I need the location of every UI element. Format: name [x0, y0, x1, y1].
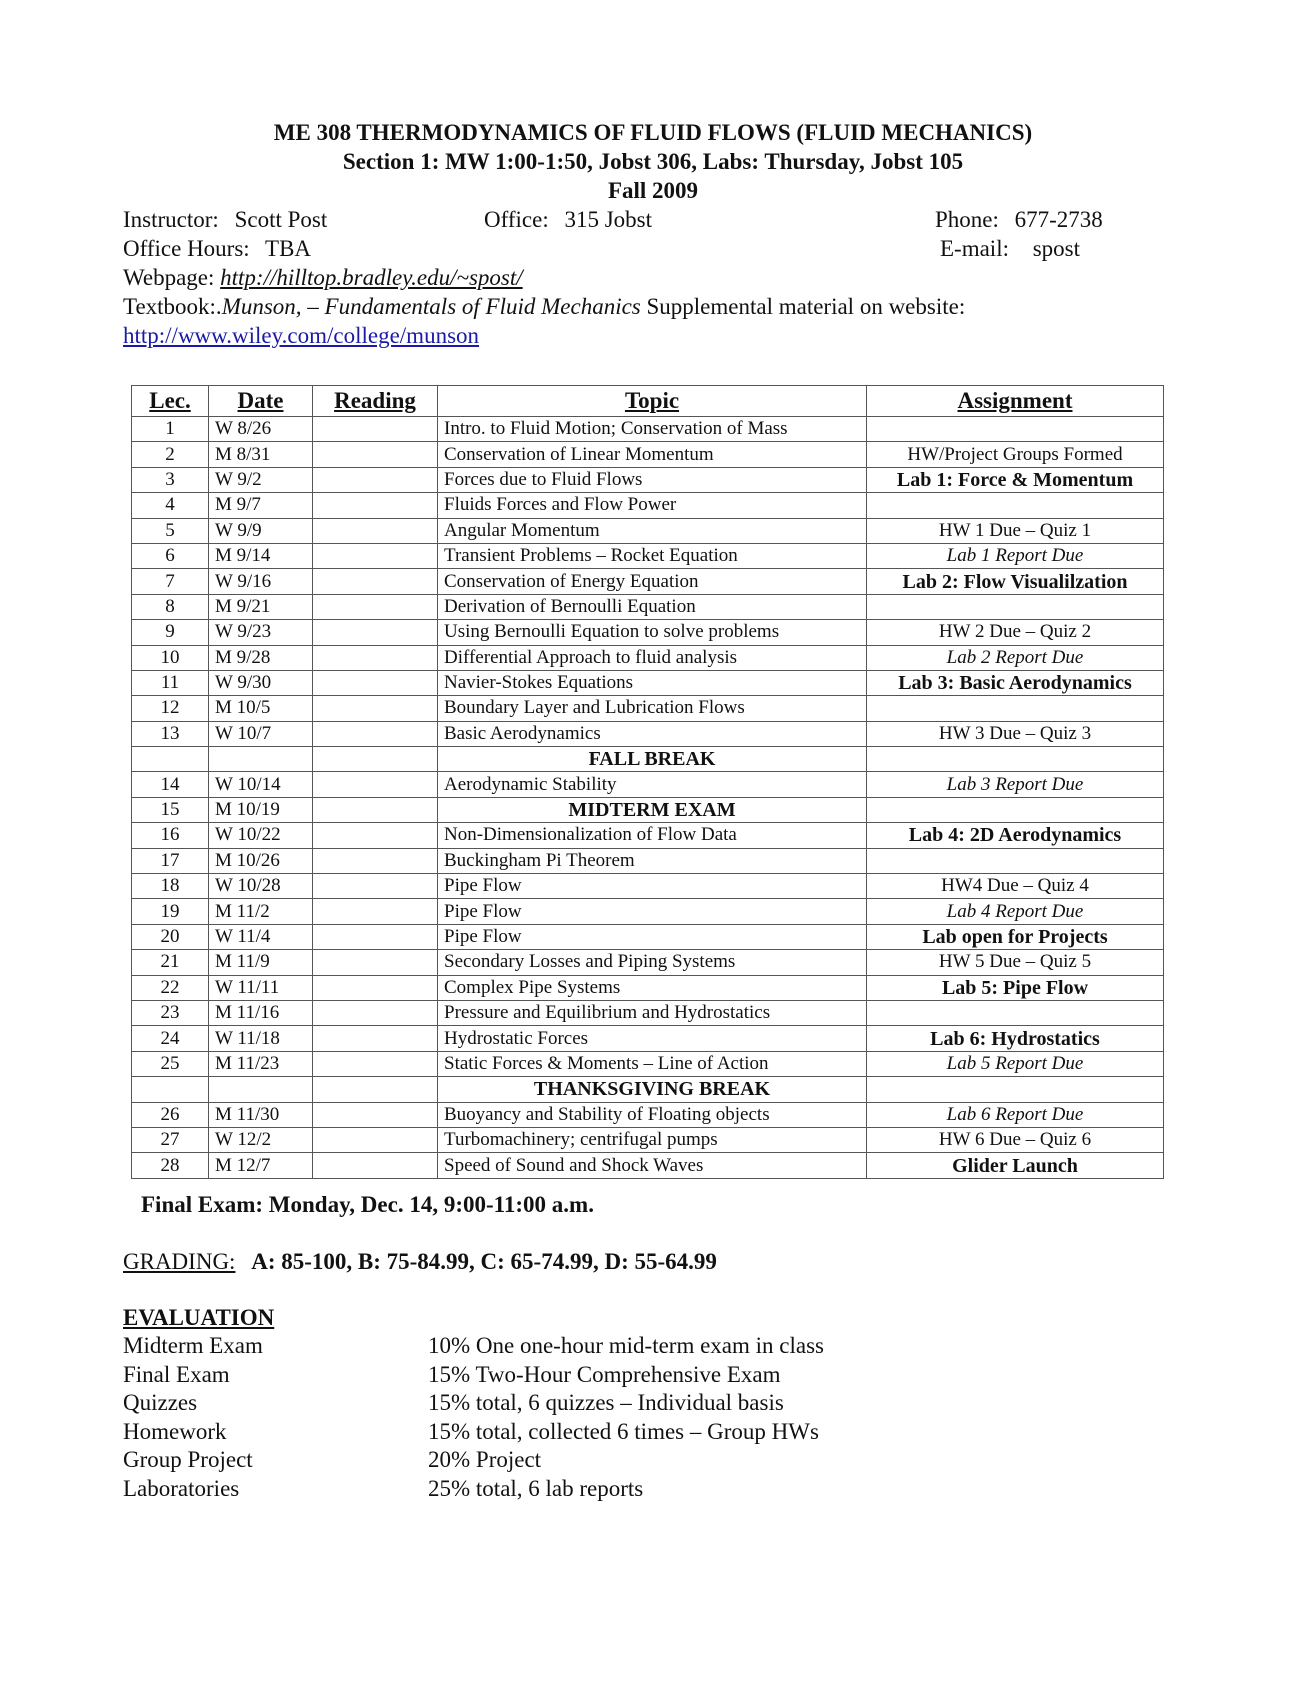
lecture-reading [313, 442, 438, 467]
textbook-note: Supplemental material on website: [646, 294, 966, 319]
lecture-number [132, 747, 209, 772]
lecture-topic: Boundary Layer and Lubrication Flows [438, 696, 867, 721]
lecture-number: 16 [132, 823, 209, 848]
lecture-date: W 10/14 [209, 772, 313, 797]
lecture-reading [313, 1102, 438, 1127]
lecture-assignment [867, 797, 1164, 822]
lecture-assignment: Lab 1 Report Due [867, 543, 1164, 568]
lecture-reading [313, 594, 438, 619]
evaluation-item [123, 1362, 780, 1388]
table-row [132, 848, 1164, 873]
lecture-assignment [867, 417, 1164, 442]
lecture-reading [313, 797, 438, 822]
section-line: Section 1: MW 1:00-1:50, Jobst 306, Labs: Thursday, Jobst 105 [342, 149, 964, 174]
table-row [132, 874, 1164, 899]
lecture-topic: Buoyancy and Stability of Floating objects [438, 1102, 867, 1127]
textbook-line [123, 292, 965, 321]
lecture-topic: Pipe Flow [438, 924, 867, 949]
lecture-topic: Aerodynamic Stability [438, 772, 867, 797]
instructor-name: Scott Post [234, 207, 328, 232]
table-row [132, 442, 1164, 467]
lecture-reading [313, 620, 438, 645]
table-row [132, 620, 1164, 645]
lecture-reading [313, 1000, 438, 1025]
lecture-number: 7 [132, 569, 209, 594]
lecture-reading [313, 670, 438, 695]
table-row [132, 975, 1164, 1000]
textbook-title: Munson, – Fundamentals of Fluid Mechanics [221, 294, 641, 319]
lecture-assignment: Lab open for Projects [867, 924, 1164, 949]
lecture-assignment: HW/Project Groups Formed [867, 442, 1164, 467]
lecture-date: M 11/16 [209, 1000, 313, 1025]
table-row [132, 1077, 1164, 1102]
lecture-number: 9 [132, 620, 209, 645]
lecture-number [132, 1077, 209, 1102]
lecture-number: 23 [132, 1000, 209, 1025]
lecture-topic: Fluids Forces and Flow Power [438, 493, 867, 518]
lecture-topic: Pressure and Equilibrium and Hydrostatics [438, 1000, 867, 1025]
table-row [132, 493, 1164, 518]
email-label: E-mail: [940, 236, 1009, 261]
lecture-topic: Navier-Stokes Equations [438, 670, 867, 695]
lecture-assignment [867, 493, 1164, 518]
lecture-reading [313, 924, 438, 949]
lecture-number: 13 [132, 721, 209, 746]
lecture-topic: Transient Problems – Rocket Equation [438, 543, 867, 568]
table-row [132, 924, 1164, 949]
lecture-date: M 10/19 [209, 797, 313, 822]
table-row [132, 1127, 1164, 1152]
evaluation-item-name: Final Exam [123, 1361, 230, 1387]
email-value: spost [1032, 236, 1081, 261]
lecture-reading [313, 543, 438, 568]
lecture-date: M 9/14 [209, 543, 313, 568]
table-row [132, 518, 1164, 543]
lecture-date: W 9/9 [209, 518, 313, 543]
lecture-topic: Using Bernoulli Equation to solve problems [438, 620, 867, 645]
lecture-number: 28 [132, 1153, 209, 1178]
lecture-reading [313, 975, 438, 1000]
table-row [132, 594, 1164, 619]
table-row [132, 1153, 1164, 1178]
evaluation-item-detail: 15% total, 6 quizzes – Individual basis [428, 1390, 784, 1415]
lecture-reading [313, 518, 438, 543]
lecture-date: W 8/26 [209, 417, 313, 442]
evaluation-item-name: Midterm Exam [123, 1333, 263, 1358]
evaluation-item-name: Quizzes [123, 1390, 198, 1415]
lecture-topic: Complex Pipe Systems [438, 975, 867, 1000]
lecture-topic: Pipe Flow [438, 874, 867, 899]
grading-line [123, 1249, 717, 1275]
lecture-assignment: HW 5 Due – Quiz 5 [867, 950, 1164, 975]
lecture-reading [313, 493, 438, 518]
lecture-assignment: Lab 1: Force & Momentum [867, 467, 1164, 492]
lecture-assignment: HW 3 Due – Quiz 3 [867, 721, 1164, 746]
lecture-date: M 8/31 [209, 442, 313, 467]
lecture-reading [313, 950, 438, 975]
table-row [132, 1102, 1164, 1127]
lecture-reading [313, 467, 438, 492]
lecture-assignment [867, 1077, 1164, 1102]
phone-label: Phone: [935, 207, 999, 232]
lecture-number: 1 [132, 417, 209, 442]
office-hours-value: TBA [265, 236, 312, 261]
lecture-date: M 11/23 [209, 1051, 313, 1076]
table-row [132, 899, 1164, 924]
evaluation-item-detail: 10% One one-hour mid-term exam in class [428, 1333, 824, 1358]
evaluation-item [123, 1333, 824, 1359]
lecture-number: 17 [132, 848, 209, 873]
lecture-assignment: Lab 4 Report Due [867, 899, 1164, 924]
office-hours-label: Office Hours: [123, 236, 250, 261]
course-title: ME 308 THERMODYNAMICS OF FLUID FLOWS (FLUID MECHANICS) [273, 120, 1033, 145]
column-header-assignment: Assignment [867, 386, 1164, 417]
lecture-assignment: HW 6 Due – Quiz 6 [867, 1127, 1164, 1152]
lecture-reading [313, 823, 438, 848]
lecture-date: M 10/5 [209, 696, 313, 721]
lecture-assignment: Lab 3 Report Due [867, 772, 1164, 797]
lecture-number: 24 [132, 1026, 209, 1051]
evaluation-item-name: Homework [123, 1418, 227, 1444]
office-value: 315 Jobst [564, 207, 653, 232]
grading-scale: A: 85-100, B: 75-84.99, C: 65-74.99, D: 55-64.99 [251, 1249, 717, 1274]
lecture-date: W 12/2 [209, 1127, 313, 1152]
webpage-line [123, 263, 523, 292]
lecture-topic: Secondary Losses and Piping Systems [438, 950, 867, 975]
table-row [132, 467, 1164, 492]
textbook-label: Textbook:. [123, 294, 222, 319]
evaluation-item [123, 1419, 819, 1445]
lecture-number: 21 [132, 950, 209, 975]
lecture-topic: Forces due to Fluid Flows [438, 467, 867, 492]
term: Fall 2009 [607, 178, 699, 203]
table-row [132, 417, 1164, 442]
lecture-number: 8 [132, 594, 209, 619]
lecture-date: W 9/23 [209, 620, 313, 645]
table-row [132, 696, 1164, 721]
lecture-reading [313, 721, 438, 746]
lecture-assignment: Lab 4: 2D Aerodynamics [867, 823, 1164, 848]
lecture-assignment [867, 1000, 1164, 1025]
lecture-date: W 9/16 [209, 569, 313, 594]
lecture-number: 20 [132, 924, 209, 949]
lecture-topic: Turbomachinery; centrifugal pumps [438, 1127, 867, 1152]
lecture-reading [313, 747, 438, 772]
lecture-number: 22 [132, 975, 209, 1000]
column-header-reading: Reading [313, 386, 438, 417]
lecture-reading [313, 1026, 438, 1051]
lecture-assignment [867, 848, 1164, 873]
evaluation-item-name: Group Project [123, 1447, 253, 1472]
lecture-assignment: Lab 3: Basic Aerodynamics [867, 670, 1164, 695]
table-row [132, 569, 1164, 594]
table-row [132, 950, 1164, 975]
lecture-date: M 11/2 [209, 899, 313, 924]
webpage-label: Webpage: [123, 265, 215, 290]
textbook-url-line [123, 321, 479, 350]
lecture-assignment: Lab 6 Report Due [867, 1102, 1164, 1127]
lecture-date [209, 747, 313, 772]
lecture-reading [313, 696, 438, 721]
lecture-date: W 10/22 [209, 823, 313, 848]
lecture-assignment: Glider Launch [867, 1153, 1164, 1178]
lecture-assignment: HW 1 Due – Quiz 1 [867, 518, 1164, 543]
phone-value: 677-2738 [1014, 207, 1103, 232]
lecture-number: 18 [132, 874, 209, 899]
schedule-table [131, 385, 1164, 1179]
lecture-number: 4 [132, 493, 209, 518]
evaluation-item-detail: 15% total, collected 6 times – Group HWs [428, 1418, 819, 1444]
table-row [132, 543, 1164, 568]
lecture-date: M 9/21 [209, 594, 313, 619]
evaluation-item-detail: 25% total, 6 lab reports [428, 1475, 644, 1501]
lecture-assignment [867, 747, 1164, 772]
instructor-label: Instructor: [123, 207, 219, 232]
evaluation-item-detail: 15% Two-Hour Comprehensive Exam [428, 1361, 781, 1387]
lecture-assignment [867, 696, 1164, 721]
lecture-reading [313, 848, 438, 873]
lecture-reading [313, 645, 438, 670]
lecture-date: W 10/28 [209, 874, 313, 899]
lecture-number: 5 [132, 518, 209, 543]
lecture-number: 27 [132, 1127, 209, 1152]
lecture-topic: FALL BREAK [438, 747, 867, 772]
lecture-date: W 11/18 [209, 1026, 313, 1051]
textbook-link[interactable]: http://www.wiley.com/college/munson [123, 323, 480, 348]
lecture-topic: Basic Aerodynamics [438, 721, 867, 746]
evaluation-item [123, 1390, 784, 1416]
lecture-number: 11 [132, 670, 209, 695]
lecture-date: M 10/26 [209, 848, 313, 873]
lecture-date: M 12/7 [209, 1153, 313, 1178]
final-exam-note: Final Exam: Monday, Dec. 14, 9:00-11:00 a.m. [141, 1192, 594, 1217]
lecture-date: M 11/9 [209, 950, 313, 975]
lecture-topic: Differential Approach to fluid analysis [438, 645, 867, 670]
table-row [132, 772, 1164, 797]
schedule-body [132, 417, 1164, 1179]
lecture-topic: Conservation of Energy Equation [438, 569, 867, 594]
table-row [132, 797, 1164, 822]
table-row [132, 1000, 1164, 1025]
lecture-number: 14 [132, 772, 209, 797]
lecture-topic: Pipe Flow [438, 899, 867, 924]
lecture-assignment: HW4 Due – Quiz 4 [867, 874, 1164, 899]
column-header-topic: Topic [438, 386, 867, 417]
lecture-number: 26 [132, 1102, 209, 1127]
lecture-assignment [867, 594, 1164, 619]
lecture-number: 25 [132, 1051, 209, 1076]
lecture-topic: THANKSGIVING BREAK [438, 1077, 867, 1102]
lecture-topic: Static Forces & Moments – Line of Action [438, 1051, 867, 1076]
office-hours-line [123, 234, 311, 263]
lecture-topic: Speed of Sound and Shock Waves [438, 1153, 867, 1178]
lecture-topic: Intro. to Fluid Motion; Conservation of Mass [438, 417, 867, 442]
instructor-line [123, 205, 327, 234]
column-header-date: Date [209, 386, 313, 417]
lecture-reading [313, 569, 438, 594]
lecture-number: 12 [132, 696, 209, 721]
lecture-topic: Derivation of Bernoulli Equation [438, 594, 867, 619]
lecture-number: 15 [132, 797, 209, 822]
lecture-date: M 11/30 [209, 1102, 313, 1127]
evaluation-item-detail: 20% Project [428, 1447, 542, 1472]
lecture-topic: Buckingham Pi Theorem [438, 848, 867, 873]
lecture-reading [313, 417, 438, 442]
table-row [132, 1026, 1164, 1051]
lecture-reading [313, 1153, 438, 1178]
schedule-header-row [132, 386, 1164, 417]
lecture-date: M 9/7 [209, 493, 313, 518]
table-row [132, 747, 1164, 772]
lecture-number: 6 [132, 543, 209, 568]
lecture-reading [313, 874, 438, 899]
office-label: Office: [484, 207, 549, 232]
lecture-number: 19 [132, 899, 209, 924]
email-line [940, 234, 1080, 263]
lecture-number: 2 [132, 442, 209, 467]
lecture-date: W 11/4 [209, 924, 313, 949]
column-header-lec: Lec. [132, 386, 209, 417]
lecture-assignment: HW 2 Due – Quiz 2 [867, 620, 1164, 645]
phone-line [935, 205, 1103, 234]
lecture-date: W 9/30 [209, 670, 313, 695]
lecture-topic: Hydrostatic Forces [438, 1026, 867, 1051]
lecture-assignment: Lab 5 Report Due [867, 1051, 1164, 1076]
lecture-topic: MIDTERM EXAM [438, 797, 867, 822]
grading-label: GRADING: [123, 1249, 236, 1274]
webpage-link[interactable]: http://hilltop.bradley.edu/~spost/ [220, 265, 523, 290]
lecture-topic: Angular Momentum [438, 518, 867, 543]
table-row [132, 1051, 1164, 1076]
table-row [132, 721, 1164, 746]
lecture-date: W 11/11 [209, 975, 313, 1000]
lecture-date: W 9/2 [209, 467, 313, 492]
lecture-date: M 9/28 [209, 645, 313, 670]
lecture-reading [313, 1127, 438, 1152]
evaluation-item-name: Laboratories [123, 1475, 240, 1501]
lecture-assignment: Lab 2: Flow Visualilzation [867, 569, 1164, 594]
lecture-topic: Conservation of Linear Momentum [438, 442, 867, 467]
office-line [484, 205, 652, 234]
lecture-assignment: Lab 2 Report Due [867, 645, 1164, 670]
lecture-topic: Non-Dimensionalization of Flow Data [438, 823, 867, 848]
evaluation-item [123, 1447, 541, 1473]
lecture-reading [313, 772, 438, 797]
table-row [132, 823, 1164, 848]
lecture-reading [313, 1077, 438, 1102]
lecture-assignment: Lab 6: Hydrostatics [867, 1026, 1164, 1051]
lecture-date: W 10/7 [209, 721, 313, 746]
evaluation-heading: EVALUATION [123, 1305, 275, 1330]
lecture-reading [313, 1051, 438, 1076]
lecture-date [209, 1077, 313, 1102]
table-row [132, 670, 1164, 695]
lecture-reading [313, 899, 438, 924]
lecture-number: 3 [132, 467, 209, 492]
table-row [132, 645, 1164, 670]
lecture-number: 10 [132, 645, 209, 670]
lecture-assignment: Lab 5: Pipe Flow [867, 975, 1164, 1000]
evaluation-item [123, 1476, 643, 1502]
